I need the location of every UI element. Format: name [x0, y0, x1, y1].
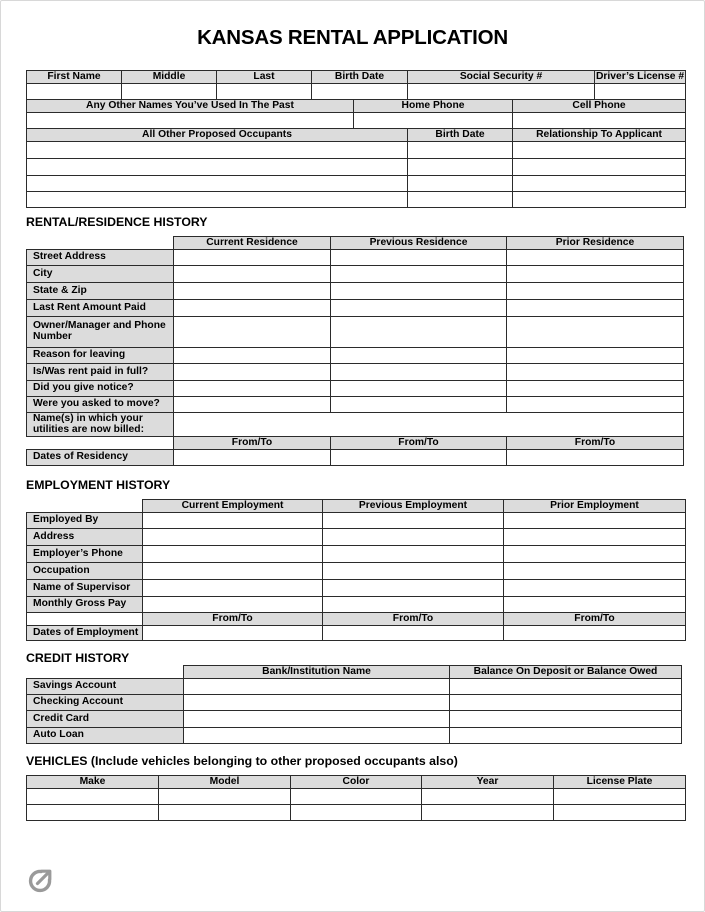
state-zip-label: State & Zip	[27, 283, 174, 300]
last-rent-label: Last Rent Amount Paid	[27, 300, 174, 317]
employment-field[interactable]	[143, 597, 323, 613]
drivers-license-header: Driver’s License #	[595, 70, 685, 82]
rental-field[interactable]	[174, 348, 331, 364]
occupant-name-field[interactable]	[27, 192, 408, 208]
credit-history-title: CREDIT HISTORY	[26, 651, 130, 665]
rental-field[interactable]	[331, 250, 507, 266]
rental-field[interactable]	[507, 283, 684, 300]
employment-field[interactable]	[143, 580, 323, 597]
credit-field[interactable]	[184, 728, 450, 744]
previous-employment-header: Previous Employment	[323, 500, 504, 513]
cell-phone-field[interactable]	[513, 113, 686, 129]
credit-field[interactable]	[450, 711, 682, 728]
birth-date-field[interactable]	[312, 84, 408, 100]
rental-field[interactable]	[331, 381, 507, 397]
employment-field[interactable]	[504, 529, 686, 546]
employment-field[interactable]	[323, 597, 504, 613]
gross-pay-label: Monthly Gross Pay	[27, 597, 143, 613]
vehicle-field[interactable]	[422, 805, 554, 821]
rental-field[interactable]	[507, 317, 684, 348]
residency-from-to-header: From/To	[331, 437, 507, 450]
owner-manager-label: Owner/Manager and Phone Number	[27, 317, 174, 348]
occupant-relationship-field[interactable]	[513, 192, 686, 208]
vehicle-field[interactable]	[554, 805, 686, 821]
occupant-birth-date-field[interactable]	[408, 192, 513, 208]
rent-paid-label: Is/Was rent paid in full?	[27, 364, 174, 381]
employed-by-label: Employed By	[27, 513, 143, 529]
vehicle-field[interactable]	[291, 789, 422, 805]
auto-loan-label: Auto Loan	[27, 728, 184, 744]
employment-field[interactable]	[143, 513, 323, 529]
rental-field[interactable]	[507, 266, 684, 283]
page-title: KANSAS RENTAL APPLICATION	[197, 26, 508, 49]
rental-field[interactable]	[174, 381, 331, 397]
employment-from-to-header: From/To	[323, 613, 504, 626]
employment-field[interactable]	[504, 563, 686, 580]
employment-history-title: EMPLOYMENT HISTORY	[26, 478, 171, 492]
credit-card-label: Credit Card	[27, 711, 184, 728]
rental-field[interactable]	[331, 300, 507, 317]
employment-field[interactable]	[143, 546, 323, 563]
ssn-header: Social Security #	[408, 71, 595, 84]
employment-field[interactable]	[323, 513, 504, 529]
rental-field[interactable]	[331, 317, 507, 348]
rental-corner	[27, 237, 174, 250]
dates-residency-label: Dates of Residency	[27, 450, 174, 466]
rental-fromto-spacer	[27, 437, 174, 450]
credit-corner	[27, 666, 184, 679]
license-plate-header: License Plate	[554, 776, 686, 789]
last-field[interactable]	[217, 84, 312, 100]
occupant-birth-date-field[interactable]	[408, 159, 513, 176]
employment-field[interactable]	[143, 563, 323, 580]
rental-field[interactable]	[507, 364, 684, 381]
credit-field[interactable]	[184, 711, 450, 728]
employment-from-to-header: From/To	[504, 613, 686, 626]
current-residence-header: Current Residence	[174, 237, 331, 250]
employment-from-to-header: From/To	[143, 613, 323, 626]
rental-field[interactable]	[507, 381, 684, 397]
rental-history-title: RENTAL/RESIDENCE HISTORY	[26, 215, 208, 229]
vehicle-field[interactable]	[27, 789, 159, 805]
occupant-relationship-field[interactable]	[513, 159, 686, 176]
prior-residence-header: Prior Residence	[507, 237, 684, 250]
color-header: Color	[291, 776, 422, 789]
employment-corner	[27, 500, 143, 513]
utilities-billed-label: Name(s) in which your utilities are now billed:	[27, 413, 174, 437]
middle-field[interactable]	[122, 84, 217, 100]
employment-field[interactable]	[323, 563, 504, 580]
rental-field[interactable]	[174, 317, 331, 348]
credit-field[interactable]	[450, 695, 682, 711]
supervisor-label: Name of Supervisor	[27, 580, 143, 597]
employment-field[interactable]	[323, 529, 504, 546]
reason-leaving-label: Reason for leaving	[27, 348, 174, 364]
birth-date-header: Birth Date	[312, 71, 408, 84]
residency-dates-field[interactable]	[174, 450, 331, 466]
occupant-relationship-field[interactable]	[513, 142, 686, 159]
gave-notice-label: Did you give notice?	[27, 381, 174, 397]
vehicle-field[interactable]	[291, 805, 422, 821]
last-header: Last	[217, 71, 312, 84]
rental-field[interactable]	[331, 348, 507, 364]
rental-field[interactable]	[174, 397, 331, 413]
prior-employment-header: Prior Employment	[504, 500, 686, 513]
employment-field[interactable]	[323, 580, 504, 597]
current-employment-header: Current Employment	[143, 500, 323, 513]
residency-dates-field[interactable]	[507, 450, 684, 466]
residency-from-to-header: From/To	[174, 437, 331, 450]
eforms-arrow-logo-icon	[27, 868, 53, 894]
first-name-field[interactable]	[27, 84, 122, 100]
rental-field[interactable]	[174, 283, 331, 300]
asked-to-move-label: Were you asked to move?	[27, 397, 174, 413]
checking-account-label: Checking Account	[27, 695, 184, 711]
first-name-header: First Name	[27, 71, 122, 84]
rental-field[interactable]	[331, 266, 507, 283]
dates-employment-label: Dates of Employment	[27, 626, 143, 641]
employer-address-label: Address	[27, 529, 143, 546]
cell-phone-header: Cell Phone	[513, 100, 686, 113]
occupant-relationship-field[interactable]	[513, 176, 686, 192]
middle-header: Middle	[122, 71, 217, 84]
residency-from-to-header: From/To	[507, 437, 684, 450]
make-header: Make	[27, 776, 159, 789]
credit-history-table	[26, 665, 682, 744]
model-header: Model	[159, 776, 291, 789]
home-phone-header: Home Phone	[354, 100, 513, 113]
occupant-name-field[interactable]	[27, 176, 408, 192]
employment-field[interactable]	[504, 580, 686, 597]
rental-field[interactable]	[174, 266, 331, 283]
rental-field[interactable]	[174, 364, 331, 381]
employment-dates-field[interactable]	[143, 626, 323, 641]
residency-dates-field[interactable]	[331, 450, 507, 466]
occupant-birth-date-field[interactable]	[408, 142, 513, 159]
savings-account-label: Savings Account	[27, 679, 184, 695]
vehicle-field[interactable]	[422, 789, 554, 805]
other-names-header: Any Other Names You’ve Used In The Past	[27, 100, 354, 113]
credit-field[interactable]	[184, 679, 450, 695]
rental-field[interactable]	[174, 250, 331, 266]
occupant-birth-date-header: Birth Date	[408, 129, 513, 142]
credit-field[interactable]	[450, 679, 682, 695]
occupation-label: Occupation	[27, 563, 143, 580]
bank-institution-header: Bank/Institution Name	[184, 666, 450, 679]
employment-history-table	[26, 499, 686, 641]
occupant-birth-date-field[interactable]	[408, 176, 513, 192]
applicant-table	[26, 70, 686, 208]
employment-field[interactable]	[143, 529, 323, 546]
employment-field[interactable]	[504, 546, 686, 563]
rental-field[interactable]	[331, 397, 507, 413]
relationship-header: Relationship To Applicant	[513, 129, 686, 142]
occupant-name-field[interactable]	[27, 142, 408, 159]
year-header: Year	[422, 776, 554, 789]
rental-field[interactable]	[174, 300, 331, 317]
vehicle-field[interactable]	[27, 805, 159, 821]
rental-field[interactable]	[507, 397, 684, 413]
occupants-header: All Other Proposed Occupants	[27, 129, 408, 142]
home-phone-field[interactable]	[354, 113, 513, 129]
employment-field[interactable]	[504, 597, 686, 613]
vehicles-table	[26, 775, 686, 821]
ssn-field[interactable]	[408, 84, 595, 100]
credit-field[interactable]	[184, 695, 450, 711]
other-names-field[interactable]	[27, 113, 354, 129]
rental-field[interactable]	[507, 300, 684, 317]
vehicle-field[interactable]	[554, 789, 686, 805]
rental-field[interactable]	[331, 364, 507, 381]
occupant-name-field[interactable]	[27, 159, 408, 176]
employment-fromto-spacer	[27, 613, 143, 626]
employer-phone-label: Employer’s Phone	[27, 546, 143, 563]
previous-residence-header: Previous Residence	[331, 237, 507, 250]
rental-history-table	[26, 236, 684, 466]
street-address-label: Street Address	[27, 250, 174, 266]
drivers-license-field[interactable]	[595, 84, 686, 100]
employment-field[interactable]	[504, 513, 686, 529]
vehicles-title: VEHICLES (Include vehicles belonging to other proposed occupants also)	[26, 754, 458, 768]
balance-header: Balance On Deposit or Balance Owed	[450, 666, 682, 679]
employment-dates-field[interactable]	[323, 626, 504, 641]
rental-field[interactable]	[507, 348, 684, 364]
vehicle-field[interactable]	[159, 789, 291, 805]
employment-field[interactable]	[323, 546, 504, 563]
utilities-billed-field[interactable]	[174, 413, 684, 437]
rental-field[interactable]	[331, 283, 507, 300]
vehicle-field[interactable]	[159, 805, 291, 821]
rental-field[interactable]	[507, 250, 684, 266]
city-label: City	[27, 266, 174, 283]
employment-dates-field[interactable]	[504, 626, 686, 641]
credit-field[interactable]	[450, 728, 682, 744]
